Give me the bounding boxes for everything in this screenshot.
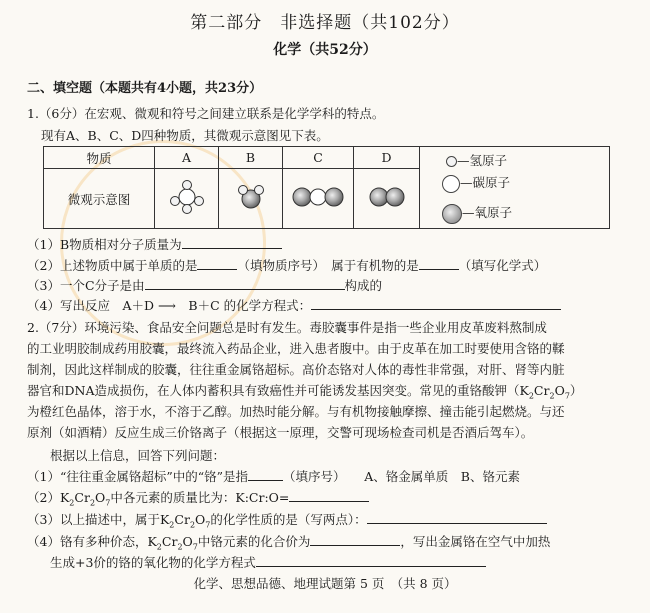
q1-sub4-text: （4）写出反应 A＋D ⟶ B＋C 的化学方程式： <box>27 298 312 313</box>
cr-symbol: Cr <box>174 512 190 527</box>
q1-sub3-text: （3）一个C分子是由 <box>27 278 145 293</box>
molecule-c-cell <box>283 169 354 229</box>
k-subscript: 2 <box>156 542 162 552</box>
answer-blank[interactable] <box>145 276 345 290</box>
q2-para-line-4-text: 器官和DNA造成损伤，在人体内蓄积具有致癌性并可能诱发基因突变。常见的重铬酸钾（K <box>27 383 529 398</box>
q2-sub4-text-end: ，写出金属铬在空气中加热 <box>400 534 551 549</box>
q1-sub3-text-end: 构成的 <box>344 278 383 293</box>
section-heading: 二、填空题（本题共有4小题，共23分） <box>27 81 263 96</box>
q1-sub1-text: （1）B物质相对分子质量为 <box>27 237 182 252</box>
page-footer: 化学、思想品德、地理试题第 5 页 （共 8 页） <box>193 576 457 591</box>
k-subscript: 2 <box>69 498 75 508</box>
legend-cell <box>420 147 610 229</box>
answer-blank[interactable] <box>310 532 400 546</box>
legend-carbon <box>442 173 510 193</box>
cr-subscript: 2 <box>189 520 196 530</box>
q2-sub1-text: （1）“往往重金属铬超标”中的“铬”是指 <box>27 469 249 484</box>
q1-sub1 <box>27 235 282 253</box>
table-header-d: D <box>354 147 420 169</box>
answer-blank[interactable] <box>248 467 283 481</box>
q2-para-line-2: 的工业明胶制成药用胶囊，最终流入药品企业，进入患者腹中。由于皮革在加工时要使用含铬的鞣 <box>27 341 565 356</box>
oxygen-atom-icon <box>442 204 462 224</box>
legend-oxygen <box>442 203 512 224</box>
micro-diagram-table <box>43 146 610 229</box>
k-subscript: 2 <box>528 391 534 401</box>
q2-sub3-text-end: 的化学性质的是（写两点）： <box>210 512 367 527</box>
q2-sub2-text: （2）K <box>27 490 70 505</box>
table-header-substance: 物质 <box>44 147 155 169</box>
molecule-a-icon <box>167 179 207 215</box>
o-subscript: 7 <box>564 391 570 401</box>
table-header-c: C <box>283 147 354 169</box>
q2-sub1-options: （填序号） A、铬金属单质 B、铬元素 <box>283 469 520 484</box>
table-row-header-diagram: 微观示意图 <box>44 169 155 229</box>
hydrogen-atom-icon <box>446 156 457 167</box>
q1-sub2-text-end: （填写化学式） <box>458 258 547 273</box>
answer-blank[interactable] <box>311 296 561 310</box>
answer-blank[interactable] <box>182 235 282 249</box>
legend-hydrogen-label: —氢原子 <box>457 153 508 168</box>
q1-stem: 1.（6分）在宏观、微观和符号之间建立联系是化学学科的特点。 <box>27 106 385 121</box>
molecule-b-icon <box>231 179 271 215</box>
cr-symbol: Cr <box>74 490 90 505</box>
q2-sub2-text-end: 中各元素的质量比为：K:Cr:O= <box>110 490 290 505</box>
molecule-d-cell <box>354 169 420 229</box>
cr-subscript: 2 <box>549 391 555 401</box>
cr-subscript: 2 <box>89 498 96 508</box>
cr-symbol: Cr <box>533 383 550 398</box>
molecule-b-cell <box>219 169 283 229</box>
molecule-a-cell <box>155 169 219 229</box>
o-symbol: O <box>95 490 106 505</box>
q2-sub2 <box>27 488 369 508</box>
q2-sub4-text-cont: 生成+3价的铬的氧化物的化学方程式 <box>50 555 256 570</box>
legend-hydrogen <box>446 151 507 169</box>
q2-sub4-text: （4）铬有多种价态，K <box>27 534 157 549</box>
q1-sub4 <box>27 296 561 314</box>
carbon-atom-icon <box>442 175 460 193</box>
answer-blank[interactable] <box>419 256 459 270</box>
q2-sub1 <box>27 467 520 485</box>
molecule-d-icon <box>366 184 408 210</box>
q1-sub2-text: （2）上述物质中属于单质的是 <box>27 258 198 273</box>
answer-blank[interactable] <box>256 553 486 567</box>
q2-para-line-4-end: ） <box>569 383 583 398</box>
q2-para-line-6: 原剂（如酒精）反应生成三价铬离子（根据这一原理，交警可现场检查司机是否酒后驾车）。 <box>27 425 534 440</box>
legend-carbon-label: —碳原子 <box>460 175 511 190</box>
q1-sub3 <box>27 276 382 294</box>
cr-symbol: Cr <box>161 534 178 549</box>
o-symbol: O <box>195 512 206 527</box>
q2-para-line-4 <box>27 381 582 401</box>
o-subscript: 7 <box>205 520 211 530</box>
k-subscript: 2 <box>169 520 175 530</box>
q2-prompt: 根据以上信息，回答下列问题： <box>50 448 226 463</box>
q1-sub2 <box>27 256 546 274</box>
q1-intro: 现有A、B、C、D四种物质，其微观示意图见下表。 <box>41 128 329 143</box>
q2-sub4-continued <box>50 553 486 571</box>
q2-para-line-5: 为橙红色晶体，溶于水，不溶于乙醇。加热时能分解。与有机物接触摩擦、撞击能引起燃烧。与还 <box>27 404 565 419</box>
table-header-a: A <box>155 147 219 169</box>
part-title: 第二部分 非选择题（共102分） <box>190 13 460 33</box>
q2-para-line-3: 制剂，因此这样制成的胶囊，往往重金属铬超标。高价态铬对人体的毒性非常强，对肝、肾等内脏 <box>27 362 565 377</box>
q2-sub4-text-mid: 中铬元素的化合价为 <box>197 534 311 549</box>
answer-blank[interactable] <box>367 510 547 524</box>
q2-para-line-1: 2.（7分）环境污染、食品安全问题总是时有发生。毒胶囊事件是指一些企业用皮革废料熬制成 <box>27 320 547 335</box>
q2-sub3 <box>27 510 547 530</box>
o-subscript: 7 <box>192 542 198 552</box>
answer-blank[interactable] <box>289 488 369 502</box>
q1-sub2-text-mid: （填物质序号） 属于有机物的是 <box>237 258 419 273</box>
o-symbol: O <box>182 534 193 549</box>
q2-sub4 <box>27 532 550 552</box>
o-symbol: O <box>554 383 565 398</box>
legend-oxygen-label: —氧原子 <box>462 205 513 220</box>
answer-blank[interactable] <box>197 256 237 270</box>
o-subscript: 7 <box>105 498 111 508</box>
molecule-c-icon <box>290 184 346 210</box>
subject-title: 化学（共52分） <box>273 42 377 58</box>
cr-subscript: 2 <box>177 542 183 552</box>
table-header-b: B <box>219 147 283 169</box>
q2-sub3-text: （3）以上描述中，属于K <box>27 512 170 527</box>
